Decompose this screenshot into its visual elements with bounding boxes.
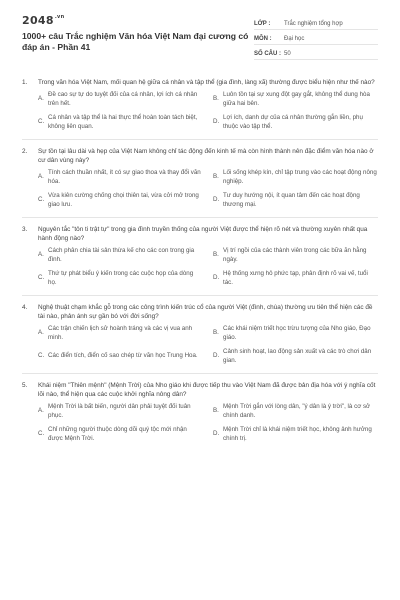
option-text: Lối sống khép kín, chỉ tập trung vào các hoạt động nông nghiệp. [223, 168, 377, 185]
divider [22, 139, 378, 140]
logo-suffix: .vn [54, 14, 65, 20]
info-row-subject [254, 30, 378, 45]
option-letter: A. [38, 95, 44, 103]
option-a[interactable] [38, 166, 203, 189]
question-text: Khái niệm "Thiên mệnh" (Mệnh Trời) của Nho giáo khi được tiếp thu vào Việt Nam đã được bản địa hóa với ý nghĩa cốt lõi nào, thể hiện qua các cuộc khởi nghĩa nông dân? [38, 381, 376, 398]
info-value: Trắc nghiệm tổng hợp [284, 21, 343, 27]
option-text: Tư duy hướng nội, ít quan tâm đến các hoạt động thương mại. [223, 191, 360, 208]
option-letter: D. [213, 352, 220, 360]
exam-info [254, 15, 378, 60]
option-letter: D. [213, 274, 220, 282]
question-2 [22, 147, 378, 212]
option-text: Mệnh Trời là bất biến, người dân phải tuyệt đối tuân phục. [48, 402, 191, 419]
option-b[interactable] [213, 166, 378, 189]
option-b[interactable] [213, 244, 378, 267]
site-logo[interactable] [22, 14, 64, 27]
option-c[interactable] [38, 345, 203, 368]
option-c[interactable] [38, 189, 203, 212]
option-d[interactable] [213, 423, 378, 446]
divider [22, 373, 378, 374]
option-a[interactable] [38, 322, 203, 345]
option-text: Các trận chiến lịch sử hoành tráng và các vị vua anh minh. [48, 324, 193, 341]
option-text: Cách phân chia tài sản thừa kế cho các con trong gia đình. [48, 246, 195, 263]
logo-text: 2048 [22, 14, 54, 27]
question-5 [22, 381, 378, 446]
option-letter: A. [38, 329, 44, 337]
option-letter: B. [213, 173, 219, 181]
option-text: Thứ tự phát biểu ý kiến trong các cuộc họp của dòng họ. [48, 269, 194, 286]
option-text: Luôn tồn tại sự xung đột gay gắt, không thể dung hòa giữa hai bên. [223, 90, 370, 107]
option-b[interactable] [213, 88, 378, 111]
option-text: Mệnh Trời chỉ là khái niệm triết học, không ảnh hưởng chính trị. [223, 425, 372, 442]
question-number: 2. [22, 147, 28, 155]
question-number: 5. [22, 381, 28, 389]
option-b[interactable] [213, 322, 378, 345]
option-letter: C. [38, 274, 45, 282]
option-letter: C. [38, 352, 45, 360]
page-title: 1000+ câu Trắc nghiệm Văn hóa Việt Nam đại cương có đáp án - Phần 41 [22, 31, 249, 52]
option-text: Lợi ích, danh dự của cá nhân thường gắn liền, phụ thuộc vào tập thể. [223, 113, 363, 130]
option-a[interactable] [38, 244, 203, 267]
info-value: 50 [284, 51, 291, 57]
option-letter: D. [213, 196, 220, 204]
info-row-class [254, 15, 378, 30]
question-1 [22, 78, 378, 134]
option-letter: C. [38, 430, 45, 438]
option-text: Cá nhân và tập thể là hai thực thể hoàn toàn tách biệt, không liên quan. [48, 113, 198, 130]
info-label: MÔN : [254, 36, 272, 42]
header [0, 0, 400, 70]
option-letter: D. [213, 430, 220, 438]
question-text: Nguyên tắc "tôn ti trật tự" trong gia đình truyền thống của người Việt được thể hiện rõ nét và thường xuyên nhất qua hành động nào? [38, 225, 368, 242]
option-text: Các khái niệm triết học trừu tượng của Nho giáo, Đạo giáo. [223, 324, 371, 341]
option-letter: A. [38, 407, 44, 415]
option-text: Mệnh Trời gắn với lòng dân, "ý dân là ý trời", là cơ sở chính danh. [223, 402, 371, 419]
option-text: Tính cách thuần nhất, ít có sự giao thoa và thay đổi văn hóa. [48, 168, 201, 185]
option-c[interactable] [38, 423, 203, 446]
option-text: Vị trí ngồi của các thành viên trong các bữa ăn hằng ngày. [223, 246, 367, 263]
option-a[interactable] [38, 88, 203, 111]
option-d[interactable] [213, 345, 378, 368]
option-c[interactable] [38, 267, 203, 290]
option-c[interactable] [38, 111, 203, 134]
option-d[interactable] [213, 267, 378, 290]
info-label: LỚP : [254, 21, 271, 27]
info-row-count [254, 45, 378, 60]
option-letter: D. [213, 118, 220, 126]
option-text: Các điển tích, điển cố sao chép từ văn học Trung Hoa. [48, 352, 198, 360]
info-value: Đại học [284, 36, 305, 42]
option-letter: C. [38, 196, 45, 204]
question-number: 1. [22, 79, 28, 86]
info-label: SỐ CÂU : [254, 51, 281, 57]
option-text: Chỉ những người thuộc dòng dõi quý tộc mới nhận được Mệnh Trời. [48, 425, 187, 442]
question-number: 3. [22, 225, 28, 233]
option-letter: B. [213, 407, 219, 415]
option-d[interactable] [213, 111, 378, 134]
option-text: Vừa kiên cường chống chọi thiên tai, vừa cởi mở trong giao lưu. [48, 191, 199, 208]
question-list [22, 78, 378, 446]
question-text: Trong văn hóa Việt Nam, mối quan hệ giữa cá nhân và tập thể (gia đình, làng xã) thường được biểu hiện như thế nào? [38, 79, 375, 86]
option-letter: B. [213, 95, 219, 103]
question-3 [22, 225, 378, 290]
option-letter: A. [38, 173, 44, 181]
question-4 [22, 303, 378, 368]
option-a[interactable] [38, 400, 203, 423]
divider [22, 295, 378, 296]
option-text: Cảnh sinh hoạt, lao động sản xuất và các trò chơi dân gian. [223, 347, 372, 364]
option-text: Hệ thống xưng hô phức tạp, phân định rõ vai vế, tuổi tác. [223, 269, 368, 286]
option-letter: C. [38, 118, 45, 126]
option-b[interactable] [213, 400, 378, 423]
option-letter: A. [38, 251, 44, 259]
question-text: Nghệ thuật chạm khắc gỗ trong các công trình kiến trúc cổ của người Việt (đình, chùa) thường ưu tiên thể hiện các đề tài nào, phản ánh sự gần bó với đời sống? [38, 303, 373, 320]
option-text: Đề cao sự tự do tuyệt đối của cá nhân, lợi ích cá nhân trên hết. [48, 90, 198, 107]
option-letter: B. [213, 251, 219, 259]
option-d[interactable] [213, 189, 378, 212]
divider [22, 217, 378, 218]
option-letter: B. [213, 329, 219, 337]
question-text: Sự tồn tại lâu dài và hẹp của Việt Nam không chỉ tác động đến kinh tế mà còn hình thành nên đặc điểm văn hóa nào ở cư dân vùng này? [38, 147, 374, 164]
question-number: 4. [22, 303, 28, 311]
